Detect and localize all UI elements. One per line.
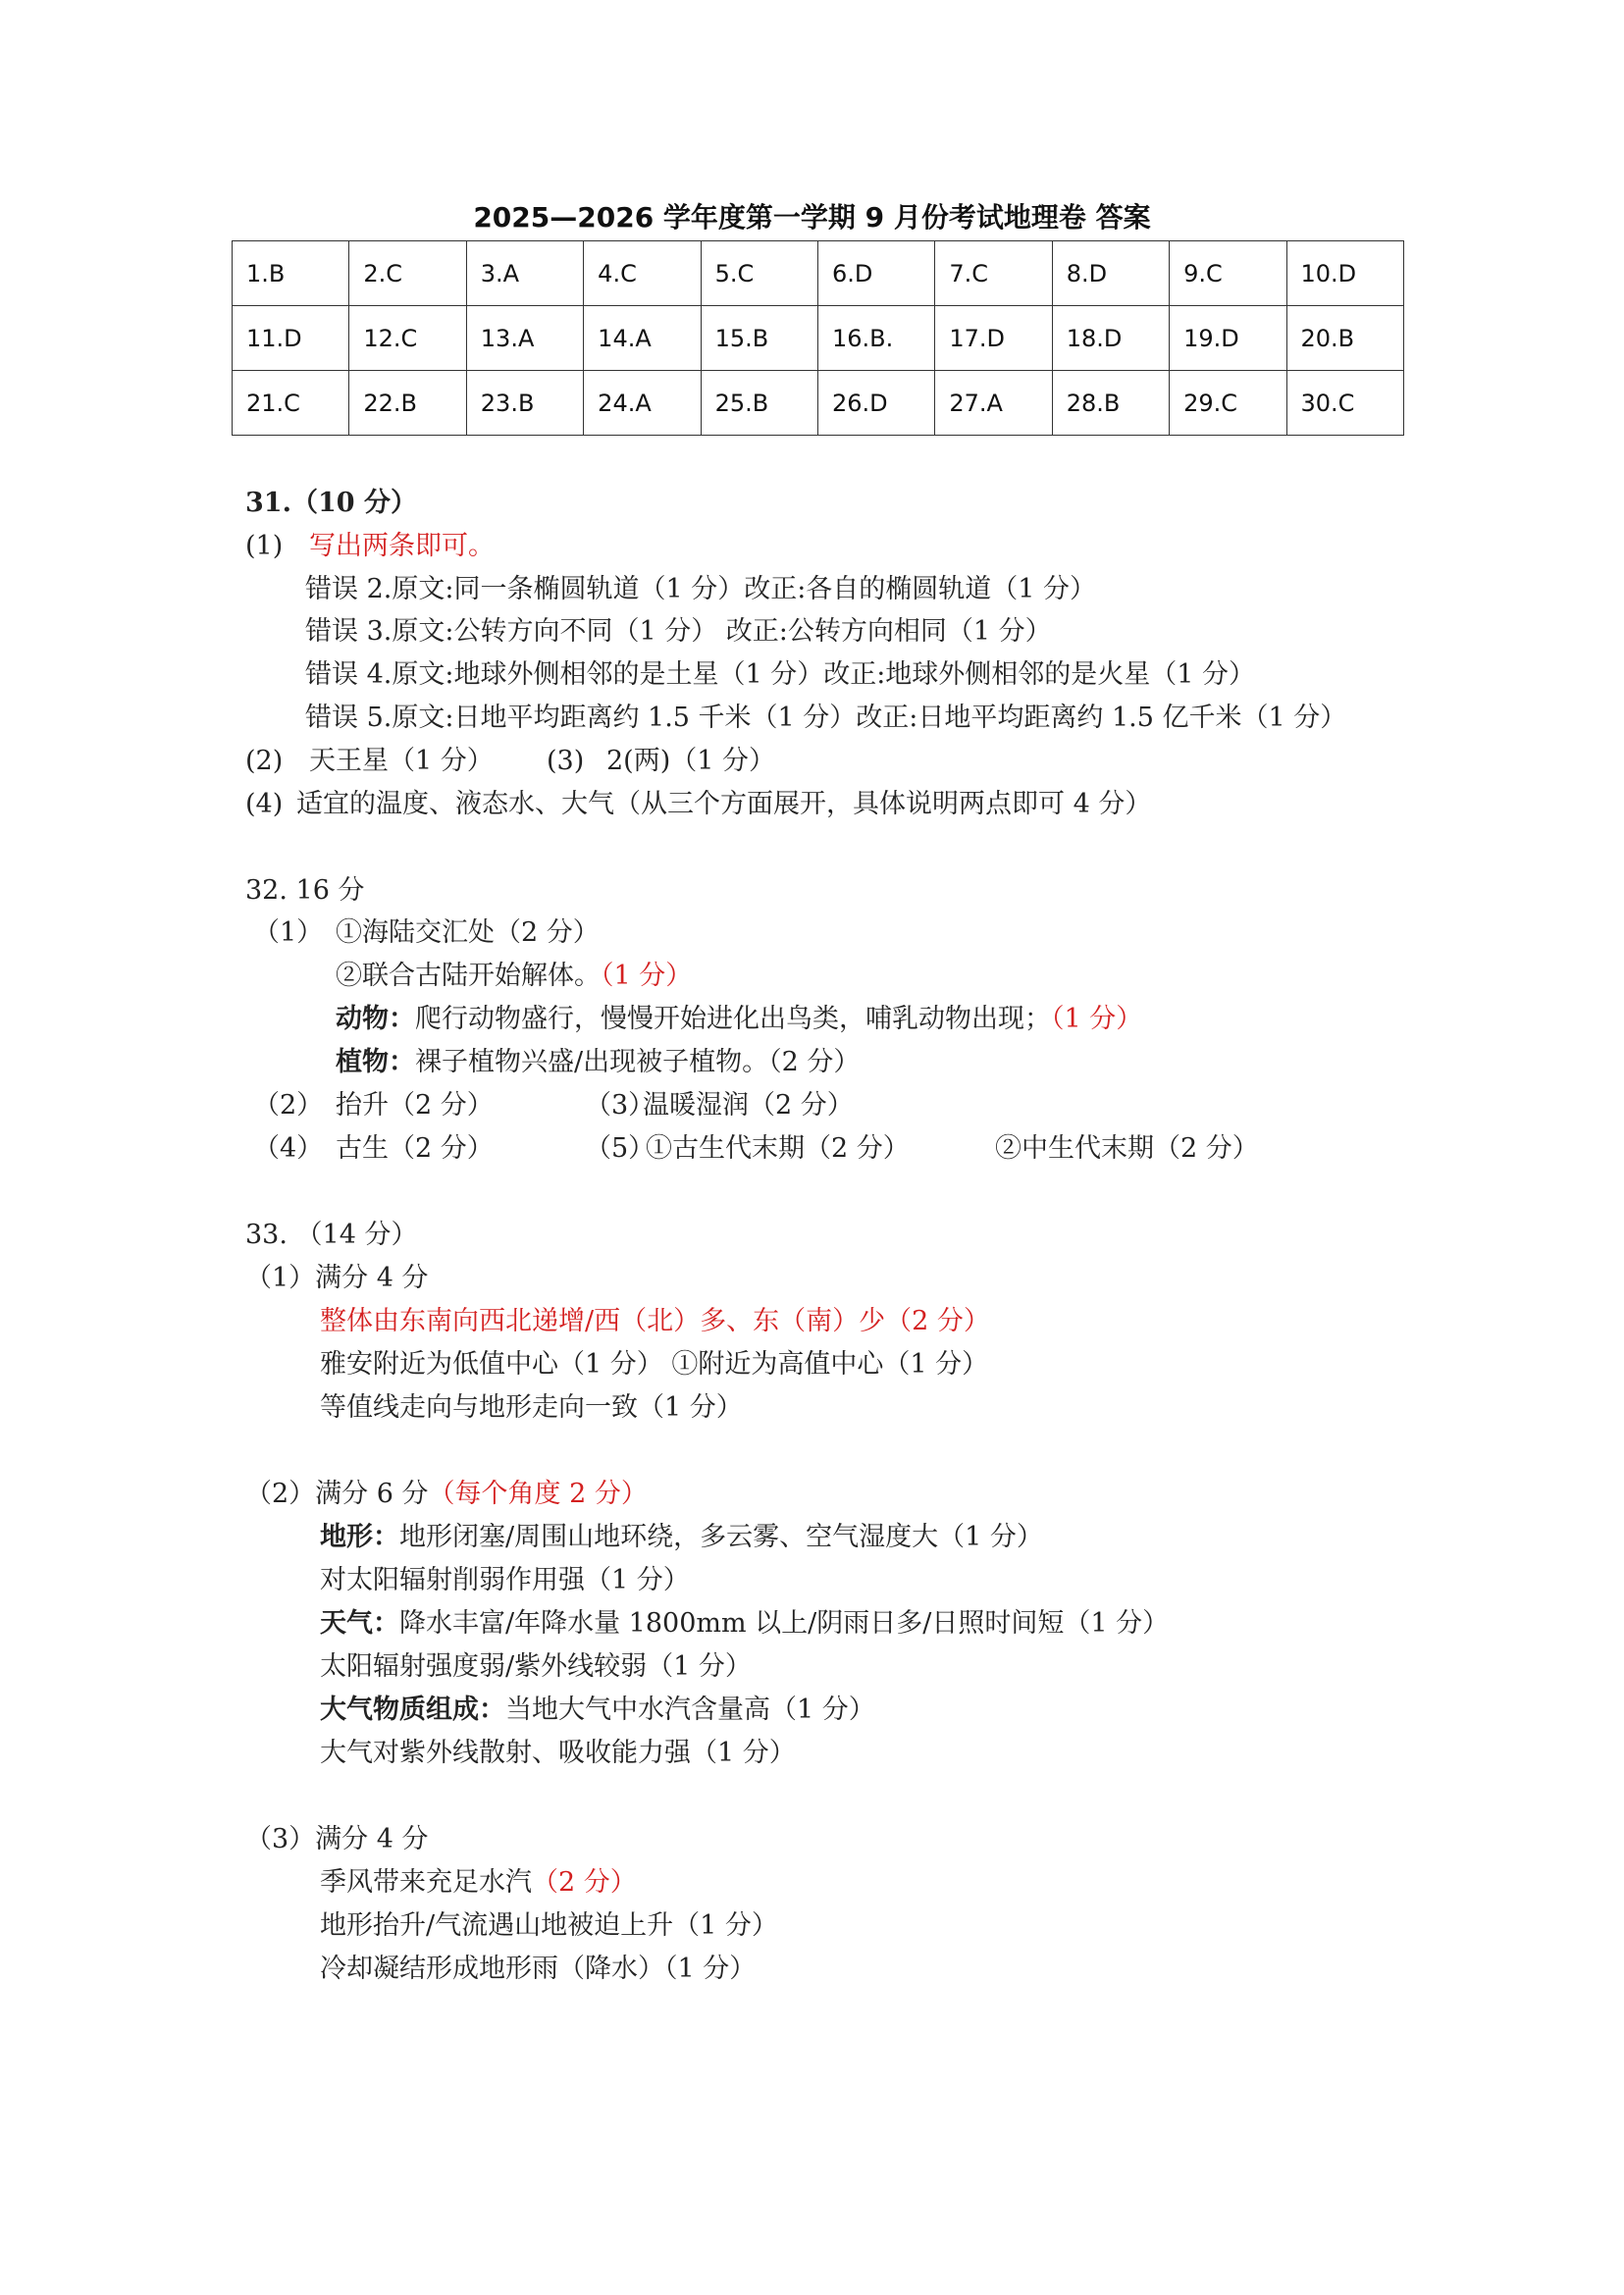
answer-cell: 14.A: [584, 306, 701, 371]
q31-part1-note: 写出两条即可。: [309, 531, 495, 561]
q33-weather-line: [320, 1604, 1169, 1643]
answer-cell: 7.C: [935, 241, 1052, 306]
q31-error-4: 错误 4.原文:地球外侧相邻的是土星（1 分）改正:地球外侧相邻的是火星（1 分）: [305, 659, 1256, 690]
q31-part3-number: (3): [547, 746, 585, 776]
q32-part5-number: （5）: [585, 1133, 655, 1164]
answer-cell: 24.A: [584, 371, 701, 436]
answer-cell: 26.D: [817, 371, 934, 436]
q32-part4-answer: 古生（2 分）: [336, 1133, 494, 1164]
answer-cell: 23.B: [466, 371, 583, 436]
answer-row: [233, 371, 1404, 436]
q33-terrain-line2: 对太阳辐射削弱作用强（1 分）: [320, 1565, 690, 1595]
q33-atmosphere-label: 大气物质组成：: [320, 1695, 505, 1725]
q32-part3-number: （3）: [585, 1090, 655, 1121]
q33-part1-main-answer: 整体由东南向西北递增/西（北）多、东（南）少（2 分）: [320, 1306, 990, 1336]
answer-row: [233, 306, 1404, 371]
answer-cell: 25.B: [701, 371, 817, 436]
q33-terrain-text: 地形闭塞/周围山地环绕，多云雾、空气湿度大（1 分）: [399, 1522, 1043, 1552]
q31-part1-number: (1): [245, 531, 284, 561]
answer-cell: 8.D: [1052, 241, 1169, 306]
q31-part4-answer: 适宜的温度、液态水、大气（从三个方面展开，具体说明两点即可 4 分）: [296, 789, 1152, 819]
q33-heading: 33. （14 分）: [245, 1220, 418, 1250]
answer-cell: 1.B: [233, 241, 349, 306]
q33-part1-line3: 等值线走向与地形走向一致（1 分）: [320, 1392, 743, 1423]
answer-cell: 16.B.: [817, 306, 934, 371]
q33-part2-heading-line: [245, 1475, 648, 1514]
answer-cell: 18.D: [1052, 306, 1169, 371]
answer-cell: 28.B: [1052, 371, 1169, 436]
q32-part3-answer: 温暖湿润（2 分）: [643, 1090, 854, 1121]
answer-cell: 21.C: [233, 371, 349, 436]
q32-plant-label: 植物：: [336, 1047, 415, 1077]
q32-animal-score: （1 分）: [1051, 1004, 1143, 1034]
answer-cell: 30.C: [1286, 371, 1403, 436]
answer-cell: 13.A: [466, 306, 583, 371]
q33-part1-line2: 雅安附近为低值中心（1 分） ①附近为高值中心（1 分）: [320, 1349, 989, 1380]
answer-cell: 22.B: [349, 371, 466, 436]
q33-weather-line2: 太阳辐射强度弱/紫外线较弱（1 分）: [320, 1651, 752, 1682]
q33-part3-line3: 冷却凝结形成地形雨（降水）（1 分）: [320, 1954, 757, 1984]
q32-part1-answer-b-text: ②联合古陆开始解体。: [336, 961, 601, 991]
q31-error-3: 错误 3.原文:公转方向不同（1 分） 改正:公转方向相同（1 分）: [305, 616, 1052, 647]
answer-cell: 2.C: [349, 241, 466, 306]
q33-part2-heading: （2）满分 6 分: [245, 1479, 429, 1509]
answer-cell: 29.C: [1170, 371, 1286, 436]
q32-part1-number: （1）: [253, 917, 324, 948]
q33-part3-heading: （3）满分 4 分: [245, 1824, 429, 1854]
answer-cell: 5.C: [701, 241, 817, 306]
q32-part1-answer-b-score: （1 分）: [601, 961, 693, 991]
q33-weather-text: 降水丰富/年降水量 1800mm 以上/阴雨日多/日照时间短（1 分）: [399, 1608, 1170, 1639]
q31-part3-answer: 2(两)（1 分）: [606, 746, 776, 776]
q33-atmosphere-line2: 大气对紫外线散射、吸收能力强（1 分）: [320, 1738, 796, 1768]
answer-cell: 6.D: [817, 241, 934, 306]
q33-part3-line1: [320, 1863, 637, 1903]
q31-part2-answer: 天王星（1 分）: [309, 746, 494, 776]
answer-cell: 17.D: [935, 306, 1052, 371]
q32-animal-text: 爬行动物盛行，慢慢开始进化出鸟类，哺乳动物出现；: [415, 1004, 1051, 1034]
q33-part3-line1-text: 季风带来充足水汽: [320, 1867, 532, 1898]
q32-part5-answer-b: ②中生代末期（2 分）: [995, 1133, 1259, 1164]
q31-part4-number: (4): [245, 789, 284, 819]
q33-part1-heading: （1）满分 4 分: [245, 1263, 429, 1293]
answer-cell: 9.C: [1170, 241, 1286, 306]
q32-part1-answer-a: ①海陆交汇处（2 分）: [336, 917, 600, 948]
q32-plant-text: 裸子植物兴盛/出现被子植物。（2 分）: [415, 1047, 861, 1077]
q33-atmosphere-line: [320, 1691, 875, 1730]
q33-weather-label: 天气：: [320, 1608, 399, 1639]
q32-part5-answer-a: ①古生代末期（2 分）: [646, 1133, 910, 1164]
q32-animal-line: [336, 1000, 1142, 1039]
answer-cell: 20.B: [1286, 306, 1403, 371]
answer-cell: 15.B: [701, 306, 817, 371]
q32-part4-number: （4）: [253, 1133, 324, 1164]
q31-error-2: 错误 2.原文:同一条椭圆轨道（1 分）改正:各自的椭圆轨道（1 分）: [305, 574, 1097, 604]
q33-part3-line1-score: （2 分）: [532, 1867, 637, 1898]
q31-heading: 31.（10 分）: [245, 488, 417, 518]
q33-atmosphere-text: 当地大气中水汽含量高（1 分）: [505, 1695, 875, 1725]
answer-cell: 10.D: [1286, 241, 1403, 306]
answer-cell: 27.A: [935, 371, 1052, 436]
answer-cell: 3.A: [466, 241, 583, 306]
answer-cell: 11.D: [233, 306, 349, 371]
q31-part2-number: (2): [245, 746, 284, 776]
answer-row: [233, 241, 1404, 306]
q32-part2-number: （2）: [253, 1090, 324, 1121]
answer-cell: 19.D: [1170, 306, 1286, 371]
q32-plant-line: [336, 1043, 860, 1082]
q32-animal-label: 动物：: [336, 1004, 415, 1034]
q33-terrain-label: 地形：: [320, 1522, 399, 1552]
answer-cell: 4.C: [584, 241, 701, 306]
q33-terrain-line: [320, 1518, 1043, 1557]
q32-heading: 32. 16 分: [245, 875, 365, 906]
q31-error-5: 错误 5.原文:日地平均距离约 1.5 千米（1 分）改正:日地平均距离约 1.5 亿千米（1 分）: [305, 703, 1347, 733]
q33-part2-note: （每个角度 2 分）: [428, 1479, 648, 1509]
q32-part1-answer-b: [336, 957, 692, 996]
answer-cell: 12.C: [349, 306, 466, 371]
q33-part3-line2: 地形抬升/气流遇山地被迫上升（1 分）: [320, 1910, 778, 1941]
page-title: 2025—2026 学年度第一学期 9 月份考试地理卷 答案: [473, 201, 1151, 234]
q32-part2-answer: 抬升（2 分）: [336, 1090, 494, 1121]
answer-table: [232, 240, 1404, 436]
